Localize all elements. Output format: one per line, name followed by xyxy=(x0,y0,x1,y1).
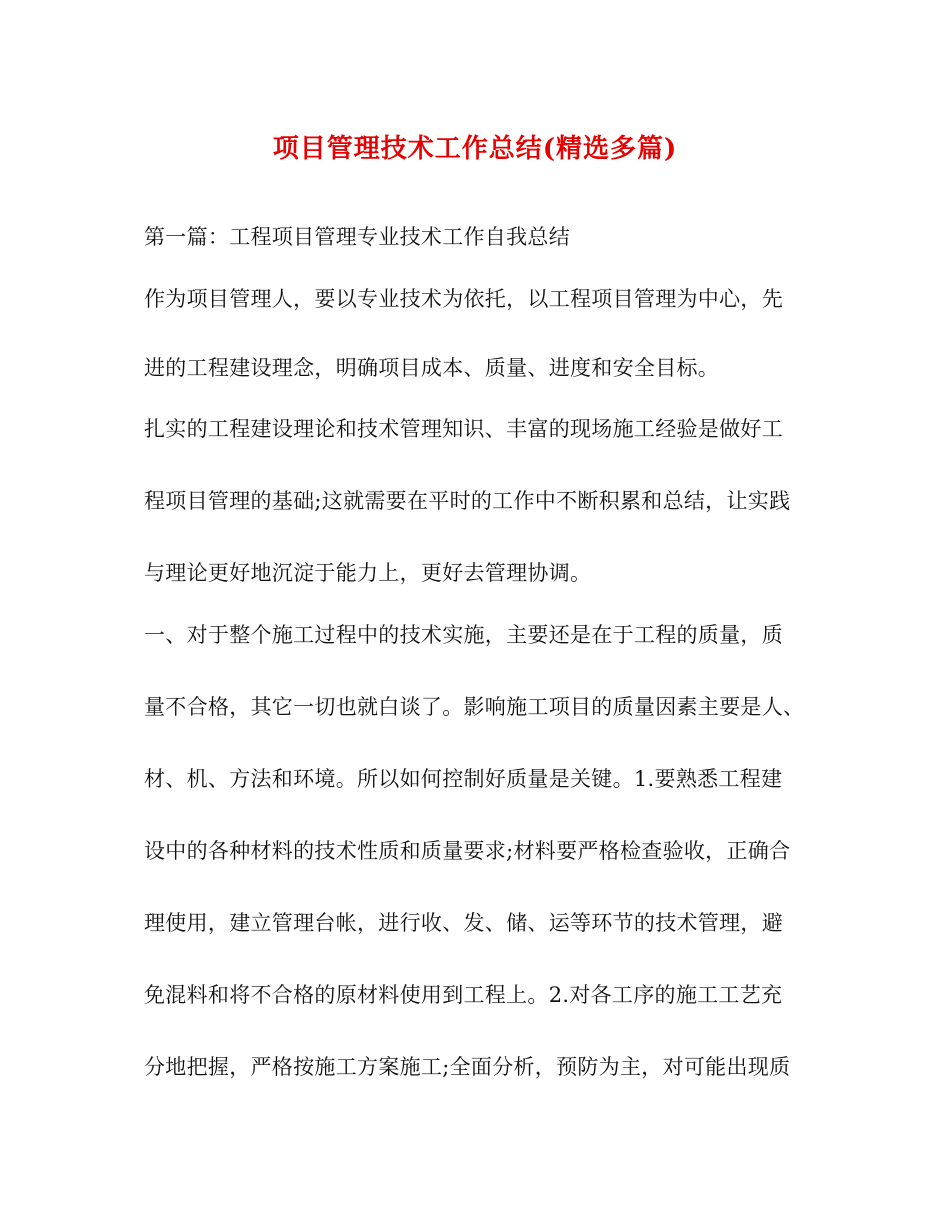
paragraph-line: 进的工程建设理念，明确项目成本、质量、进度和安全目标。 xyxy=(144,356,720,380)
paragraph-line: 免混料和将不合格的原材料使用到工程上。2.对各工序的施工工艺充 xyxy=(144,983,783,1007)
paragraph-line: 扎实的工程建设理论和技术管理知识、丰富的现场施工经验是做好工 xyxy=(144,417,783,441)
paragraph-line: 与理论更好地沉淀于能力上，更好去管理协调。 xyxy=(144,561,592,585)
paragraph-line: 作为项目管理人，要以专业技术为依托，以工程项目管理为中心，先 xyxy=(144,287,783,311)
paragraph-line: 理使用，建立管理台帐，进行收、发、储、运等环节的技术管理，避 xyxy=(144,911,783,935)
section-heading: 第一篇：工程项目管理专业技术工作自我总结 xyxy=(144,225,570,249)
paragraph-line: 量不合格，其它一切也就白谈了。影响施工项目的质量因素主要是人、 xyxy=(144,695,805,719)
paragraph-line: 设中的各种材料的技术性质和质量要求;材料要严格检查验收，正确合 xyxy=(144,839,791,863)
paragraph-line: 分地把握，严格按施工方案施工;全面分析，预防为主，对可能出现质 xyxy=(144,1055,791,1079)
paragraph-line: 材、机、方法和环境。所以如何控制好质量是关键。1.要熟悉工程建 xyxy=(144,767,783,791)
paragraph-line: 程项目管理的基础;这就需要在平时的工作中不断积累和总结，让实践 xyxy=(144,489,791,513)
paragraph-line: 一、对于整个施工过程中的技术实施，主要还是在于工程的质量，质 xyxy=(144,623,783,647)
document-title: 项目管理技术工作总结(精选多篇) xyxy=(272,134,678,164)
